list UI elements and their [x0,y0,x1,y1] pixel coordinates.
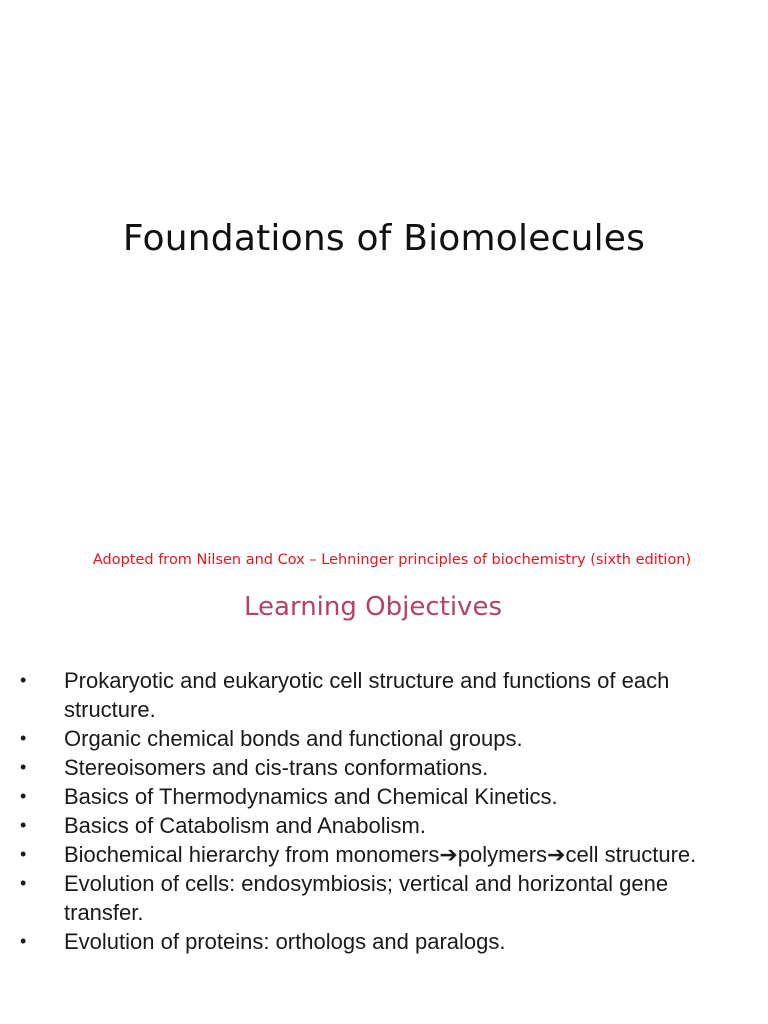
bullet-icon: • [20,728,27,748]
objective-item [20,666,750,724]
bullet-icon: • [20,931,27,951]
objective-text: Basics of Catabolism and Anabolism. [64,813,426,838]
objective-item [20,753,750,782]
objective-item [20,811,750,840]
objective-item [20,840,750,869]
objectives-heading: Learning Objectives [244,592,502,622]
objective-item [20,927,750,956]
bullet-icon: • [20,844,27,864]
slide-title: Foundations of Biomolecules [122,218,646,259]
objectives-list [20,666,750,956]
bullet-icon: • [20,757,27,777]
objective-text: Evolution of cells: endosymbiosis; vertical and horizontal gene transfer. [64,871,669,925]
objective-text: Organic chemical bonds and functional groups. [64,726,523,751]
bullet-icon: • [20,670,27,690]
objective-text: Evolution of proteins: orthologs and paralogs. [64,929,506,954]
bullet-icon: • [20,786,27,806]
objective-text: Basics of Thermodynamics and Chemical Kinetics. [64,784,558,809]
source-credit: Adopted from Nilsen and Cox – Lehninger principles of biochemistry (sixth edition) [92,552,692,568]
objective-item [20,782,750,811]
objective-item [20,724,750,753]
objective-item [20,869,750,927]
bullet-icon: • [20,815,27,835]
bullet-icon: • [20,873,27,893]
objective-text: Stereoisomers and cis-trans conformations. [64,755,489,780]
objective-text: Biochemical hierarchy from monomers➔polymers➔cell structure. [64,842,697,867]
objective-text: Prokaryotic and eukaryotic cell structure and functions of each structure. [64,668,670,722]
